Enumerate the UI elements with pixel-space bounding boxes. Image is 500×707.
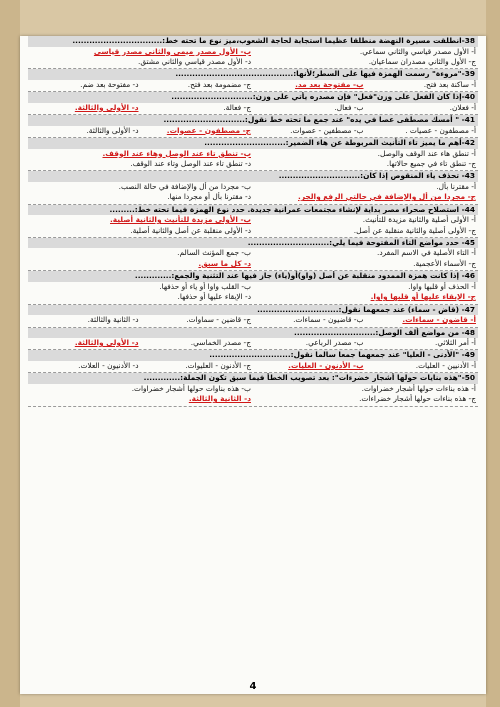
question-text: 46- إذا كانت همزة الممدود منقلبة عن أصل (واو)أو(ياء) جاز فيها عند التثنية والجمع:............. — [28, 271, 478, 282]
answer-option-label: أ- مصطفون - عصيات . — [405, 125, 476, 135]
answer-option-label: ب- قاضيون - سماءات. — [293, 315, 364, 325]
answer-option-label: ب- مصطفين - عصوات. — [290, 125, 364, 135]
answer-option-label: أ- الأول مصدر قياسي والثاني سماعي. — [359, 46, 476, 56]
answer-option — [253, 47, 478, 57]
answer-option-label: ب- مصدر الرباعي. — [305, 338, 364, 347]
answer-option — [28, 182, 253, 192]
answer-options — [28, 149, 478, 170]
answer-option — [28, 361, 141, 371]
answer-option-label: ج- تنطق تاء في جميع حالاتها. — [386, 158, 476, 168]
question-block — [28, 171, 478, 204]
answer-option-correct — [141, 126, 254, 136]
answer-option — [28, 80, 141, 90]
answer-options — [28, 248, 478, 269]
answer-option — [28, 57, 253, 67]
answer-option-correct — [253, 292, 478, 302]
answer-option — [366, 361, 479, 371]
answer-option-label: ج- هذه بناءات حولها أشجار خضراءات. — [359, 394, 476, 404]
answer-option-label: ج- فعالة. — [223, 102, 251, 112]
answer-option-label: د- الأولى والثالثة. — [74, 102, 139, 112]
answer-option-label: ج- مجردا من أل والإضافة في حالتي الرفع والجر. — [298, 192, 476, 202]
answer-option — [366, 80, 479, 90]
question-block — [28, 36, 478, 69]
answer-option-label: ب- القلب واوا أو ياء أو حذفها. — [159, 281, 251, 291]
answer-option — [28, 282, 253, 292]
answer-option-label: د- الأدنيون - العلات. — [78, 360, 139, 370]
answer-option — [253, 259, 478, 269]
answer-option-label: ج- الإبقاء عليها أو قلبها واوا. — [370, 292, 476, 302]
questions-list — [20, 36, 486, 407]
question-block — [28, 271, 478, 304]
answer-option-label: ب- الأدنون - العليات. — [288, 360, 364, 370]
answer-option — [253, 182, 478, 192]
answer-option-label: ب- جمع المؤنث السالم. — [177, 248, 251, 258]
question-block — [28, 69, 478, 92]
question-text: 38-انطلقت مسيرة النهضة منطلقا عظيما استجابة لحاجة الشعوب،ميز نوع ما تحته خط:................................ — [28, 36, 478, 47]
answer-option-correct — [28, 215, 253, 225]
question-block — [28, 305, 478, 328]
answer-option-correct — [28, 338, 141, 348]
answer-option-label: ج- الأولى أصلية والثانية منقلبة عن أصل. — [353, 225, 476, 235]
answer-option-correct — [28, 103, 141, 113]
question-block — [28, 92, 478, 115]
answer-option-label: أ- مقترنا بأل. — [436, 181, 476, 191]
answer-option-label: د- الأولى والثالثة. — [74, 338, 139, 347]
answer-option — [366, 103, 479, 113]
question-text: 50-"هذه بنايات حولها أشجار خضرءات": بعد تصويب الخطأ فيما سبق تكون الجملة:............. — [28, 373, 478, 384]
exam-page — [20, 36, 486, 694]
answer-option-label: ب- الأول مصدر ميمي والثاني مصدر قياسي — [93, 46, 251, 56]
question-text: 48- من مواضع ألف الوصل:............................. — [28, 328, 478, 339]
answer-option-correct — [253, 80, 366, 90]
answer-option-label: أ- التاء الأصلية في الاسم المفرد. — [376, 248, 476, 258]
right-background-strip — [486, 0, 500, 707]
answer-option-label: ج- الأدنون - العليوات. — [185, 360, 251, 370]
answer-options — [28, 315, 478, 325]
answer-options — [28, 182, 478, 203]
answer-option — [253, 338, 366, 348]
answer-option-label: د- الأولى والثالثة. — [86, 125, 139, 135]
answer-option — [253, 248, 478, 258]
answer-option-label: أ- الأدنيين - العليات. — [415, 360, 476, 370]
question-text: 45- حدد مواضع التاء المفتوحة فيما يلي:............................. — [28, 238, 478, 249]
answer-options — [28, 361, 478, 371]
answer-option-label: ب- مجردا من أل والإضافة في حالة النصب. — [118, 181, 251, 191]
answer-option-correct — [28, 259, 253, 269]
answer-option — [253, 315, 366, 325]
answer-option-label: د- الأولى منقلبة عن أصل والثانية أصلية. — [130, 225, 251, 235]
answer-option-correct — [28, 47, 253, 57]
answer-option — [253, 215, 478, 225]
answer-option — [141, 315, 254, 325]
question-block — [28, 328, 478, 351]
answer-option — [141, 338, 254, 348]
answer-option-correct — [28, 149, 253, 159]
answer-option — [141, 361, 254, 371]
answer-option-label: ج- مضمومة بعد فتح. — [187, 79, 251, 89]
answer-options — [28, 338, 478, 348]
answer-option-label: أ- الحذف أو قلبها واوا. — [408, 281, 476, 291]
question-text: 49- "الأدنى - العليا" عند جمعهما جمعا سالما نقول:............................. — [28, 350, 478, 361]
answer-options — [28, 282, 478, 303]
answer-option — [141, 80, 254, 90]
answer-option — [28, 248, 253, 258]
question-block — [28, 205, 478, 238]
answer-option-correct — [253, 192, 478, 202]
answer-option-label: أ- تنطق هاء عند الوقف والوصل. — [377, 148, 476, 158]
answer-option-label: ب- تنطق تاء عند الوصل وهاء عند الوقف. — [102, 148, 251, 158]
answer-option-label: ب- هذه بناوات حولها أشجار خضراوات. — [131, 383, 251, 393]
answer-option — [253, 226, 478, 236]
answer-option — [28, 192, 253, 202]
answer-option — [253, 126, 366, 136]
answer-option-label: ب- الأولى مزيدة للتأنيث والثانية أصلية. — [110, 215, 251, 225]
answer-option-label: د- مقترنا بأل أو مجردا منها. — [167, 192, 251, 202]
answer-option — [141, 103, 254, 113]
left-background-strip — [0, 0, 20, 707]
question-text: 47- (قاض - سماء) عند جمعهما نقول:............................. — [28, 305, 478, 316]
answer-option — [28, 226, 253, 236]
answer-option-label: أ- الأولى أصلية والثانية مزيدة للتأنيث. — [362, 215, 476, 225]
question-text: 44- استصلاح صحراء مصر بداية لإنشاء مجتمعات عمرانية جديدة. حدد نوع الهمزة فيما تحته خط:......... — [28, 205, 478, 216]
answer-option-label: أ- أمر الثلاثي. — [434, 338, 476, 347]
question-text: 42-أهم ما يميز تاء التأنيث المربوطة عن هاء الضمير:............................. — [28, 138, 478, 149]
question-text: 40-إذا كان الفعل على وزن"فعل" فإن مصدره يأتي على وزن:............................. — [28, 92, 478, 103]
answer-option-label: أ- ساكنة بعد فتح. — [423, 79, 476, 89]
answer-option — [366, 126, 479, 136]
answer-options — [28, 80, 478, 90]
answer-option-label: د- مفتوحة بعد ضم. — [80, 79, 139, 89]
question-text: 41- " أمسك مصطفى عصا في يده" عند جمع ما تحته خط نقول:............................. — [28, 115, 478, 126]
answer-option-label: د- الإبقاء عليها أو حذفها. — [177, 292, 251, 302]
answer-option-label: أ- قاضون - سماءات. — [402, 315, 476, 325]
answer-option — [28, 159, 253, 169]
answer-option — [28, 315, 141, 325]
answer-option-correct — [253, 361, 366, 371]
question-block — [28, 350, 478, 373]
question-text: 43- تحذف ياء المنقوص إذا كان:............................. — [28, 171, 478, 182]
answer-option-label: أ- فعلان. — [449, 102, 476, 112]
answer-option-label: د- كل ما سبق. — [198, 258, 251, 268]
answer-options — [28, 384, 478, 405]
answer-options — [28, 215, 478, 236]
answer-option — [366, 338, 479, 348]
answer-options — [28, 126, 478, 136]
question-block — [28, 373, 478, 406]
question-block — [28, 115, 478, 138]
page-number: 4 — [249, 681, 257, 692]
answer-option — [253, 384, 478, 394]
answer-option-label: ج- مصطفون - عصوات. — [166, 125, 251, 135]
answer-option — [28, 126, 141, 136]
answer-option-label: ب- فعال. — [334, 102, 364, 112]
answer-options — [28, 103, 478, 113]
answer-option-label: ج- الأول والثاني مصدران سماعيان. — [368, 56, 476, 66]
answer-option — [28, 384, 253, 394]
answer-options — [28, 47, 478, 68]
answer-option-correct — [28, 394, 253, 404]
answer-option-label: ج- قاضين - سماوات. — [186, 315, 251, 325]
answer-option-label: ج- الأسماء الأعجمية. — [413, 258, 476, 268]
answer-option — [253, 149, 478, 159]
answer-option-correct — [366, 315, 479, 325]
answer-option-label: د- الثانية والثالثة. — [188, 394, 251, 404]
question-block — [28, 138, 478, 171]
answer-option — [253, 103, 366, 113]
answer-option-label: ب- مفتوحة بعد مد. — [295, 79, 364, 89]
answer-option — [28, 292, 253, 302]
answer-option-label: د- الأول مصدر قياسي والثاني مشتق. — [138, 56, 251, 66]
answer-option-label: د- الثانية والثالثة. — [87, 315, 139, 325]
answer-option — [253, 394, 478, 404]
answer-option — [253, 57, 478, 67]
question-text: 39-"مروءة" رسمت الهمزة فيها على السطر؛لأنها:.......................................... — [28, 69, 478, 80]
answer-option — [253, 282, 478, 292]
question-block — [28, 238, 478, 271]
answer-option-label: ج- مصدر الخماسي. — [190, 338, 251, 347]
answer-option-label: أ- هذه بناءات حولها أشجار خضراوات. — [361, 383, 476, 393]
answer-option — [253, 159, 478, 169]
answer-option-label: د- تنطق تاء عند الوصل وتاء عند الوقف. — [130, 158, 251, 168]
